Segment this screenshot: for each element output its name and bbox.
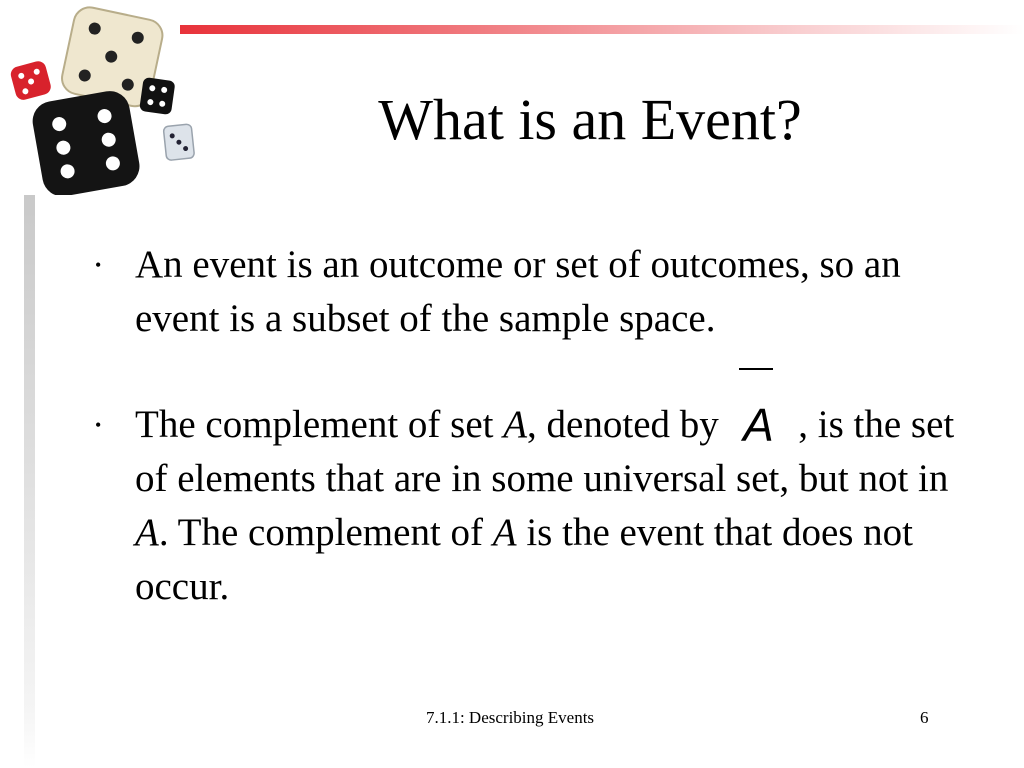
bullet-complement-definition [95, 398, 965, 614]
slide-footer: 7.1.1: Describing Events [425, 708, 595, 727]
variable-a: A [503, 403, 528, 446]
variable-a: A [135, 511, 159, 554]
bullet-text-part: , is the set of elements that are in some universal set, but not in [135, 403, 955, 500]
page-number: 6 [920, 708, 929, 727]
bullet-text: An event is an outcome or set of outcomes, so an event is a subset of the sample space. [135, 243, 901, 340]
big-black-die [29, 88, 142, 195]
red-die [9, 59, 53, 101]
left-accent-rule [24, 195, 35, 768]
complement-a-symbol: A [729, 398, 789, 452]
bullet-event-definition [95, 238, 965, 346]
bullet-text-part: . The complement of [158, 511, 493, 554]
small-black-die [139, 77, 175, 115]
bullet-text-part: is the event that does not occur. [135, 511, 914, 608]
bullet-dot-icon: • [95, 415, 102, 435]
bullet-dot-icon: • [95, 255, 102, 275]
small-light-die [163, 124, 194, 161]
top-accent-rule [180, 25, 1024, 34]
bullet-text-part: , denoted by [527, 403, 729, 446]
bullet-text-part: The complement of set [135, 403, 504, 446]
variable-a: A [492, 511, 517, 554]
bullet-list [95, 238, 965, 614]
slide-title: What is an Event? [378, 87, 802, 152]
dice-image [5, 3, 200, 195]
